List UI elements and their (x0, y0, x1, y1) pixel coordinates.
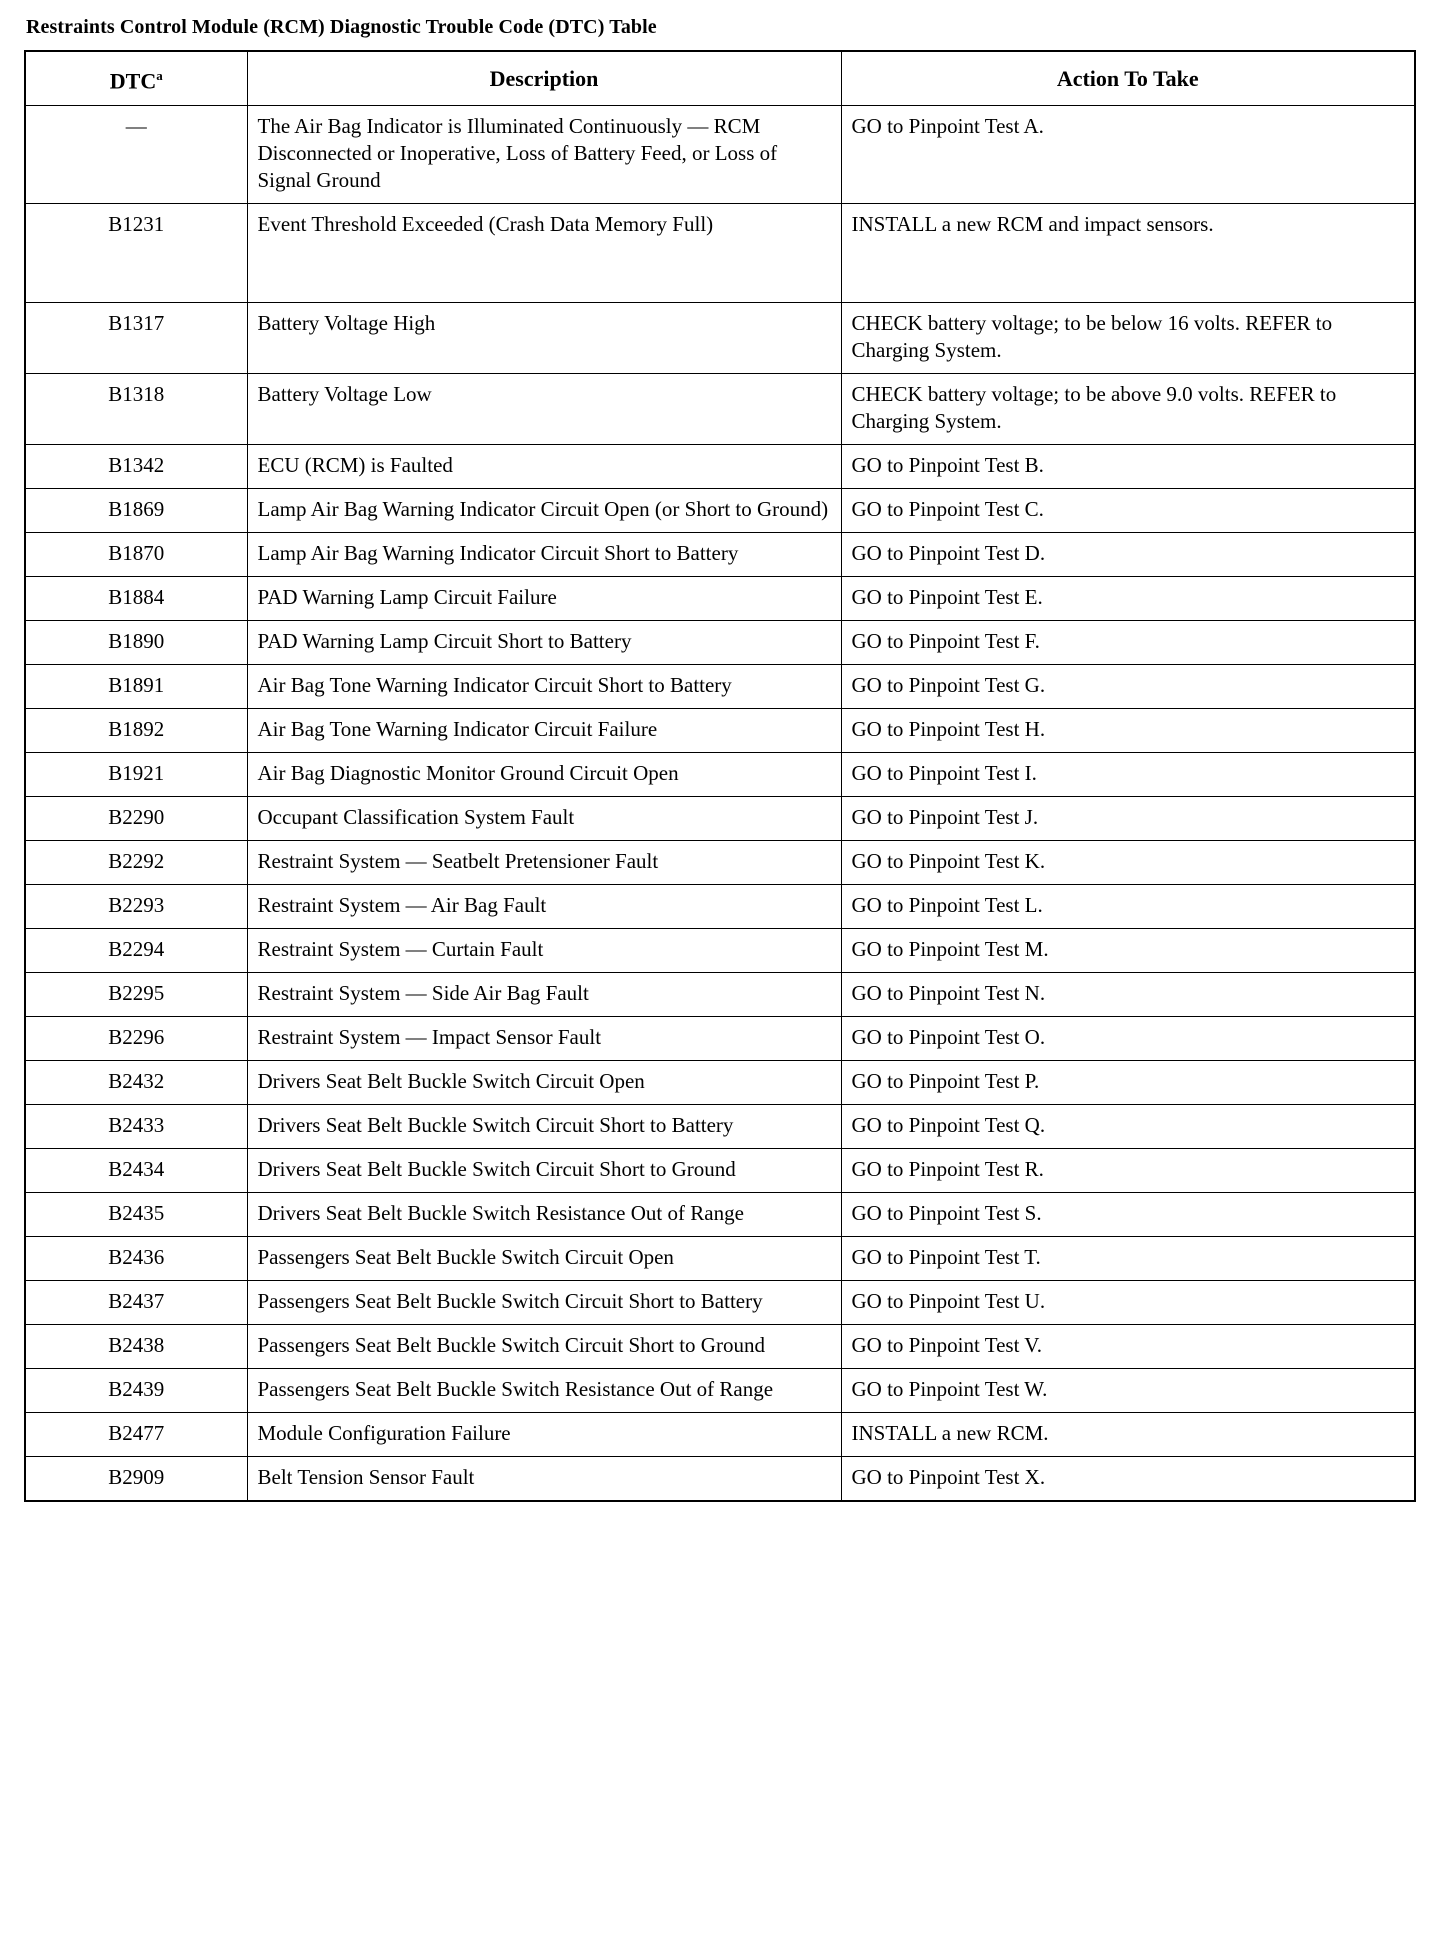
cell-description: The Air Bag Indicator is Illuminated Continuously — RCM Disconnected or Inoperative, Loss of Battery Feed, or Loss of Signal Ground (247, 106, 841, 204)
cell-dtc: B2439 (25, 1369, 247, 1413)
cell-dtc: B2436 (25, 1237, 247, 1281)
cell-action: GO to Pinpoint Test H. (841, 709, 1415, 753)
cell-dtc: B2438 (25, 1325, 247, 1369)
cell-action: GO to Pinpoint Test F. (841, 621, 1415, 665)
table-row (25, 1149, 1415, 1193)
cell-description: Event Threshold Exceeded (Crash Data Memory Full) (247, 204, 841, 303)
table-row (25, 303, 1415, 374)
cell-dtc: B1890 (25, 621, 247, 665)
table-row (25, 885, 1415, 929)
cell-action: GO to Pinpoint Test N. (841, 973, 1415, 1017)
cell-description: Battery Voltage Low (247, 374, 841, 445)
cell-action: GO to Pinpoint Test R. (841, 1149, 1415, 1193)
cell-description: Drivers Seat Belt Buckle Switch Circuit Open (247, 1061, 841, 1105)
table-row (25, 489, 1415, 533)
cell-description: Passengers Seat Belt Buckle Switch Circuit Short to Ground (247, 1325, 841, 1369)
table-header-row (25, 51, 1415, 106)
column-header-description: Description (247, 51, 841, 106)
cell-action: GO to Pinpoint Test S. (841, 1193, 1415, 1237)
cell-description: Lamp Air Bag Warning Indicator Circuit Short to Battery (247, 533, 841, 577)
table-body (25, 106, 1415, 1502)
cell-action: GO to Pinpoint Test W. (841, 1369, 1415, 1413)
cell-action: GO to Pinpoint Test O. (841, 1017, 1415, 1061)
cell-action: GO to Pinpoint Test P. (841, 1061, 1415, 1105)
cell-description: Drivers Seat Belt Buckle Switch Circuit Short to Battery (247, 1105, 841, 1149)
cell-action: GO to Pinpoint Test U. (841, 1281, 1415, 1325)
cell-dtc: B2434 (25, 1149, 247, 1193)
cell-dtc: B1892 (25, 709, 247, 753)
table-row (25, 374, 1415, 445)
table-row (25, 665, 1415, 709)
cell-action: GO to Pinpoint Test A. (841, 106, 1415, 204)
table-row (25, 1193, 1415, 1237)
cell-dtc: B2437 (25, 1281, 247, 1325)
cell-dtc: B1891 (25, 665, 247, 709)
table-row (25, 1061, 1415, 1105)
column-header-dtc (25, 51, 247, 106)
table-row (25, 1105, 1415, 1149)
table-row (25, 1281, 1415, 1325)
table-row (25, 841, 1415, 885)
cell-action: GO to Pinpoint Test M. (841, 929, 1415, 973)
cell-dtc: B2433 (25, 1105, 247, 1149)
cell-description: Air Bag Tone Warning Indicator Circuit Failure (247, 709, 841, 753)
cell-action: GO to Pinpoint Test L. (841, 885, 1415, 929)
table-row (25, 1237, 1415, 1281)
table-row (25, 1413, 1415, 1457)
table-row (25, 797, 1415, 841)
table-row (25, 929, 1415, 973)
cell-description: Passengers Seat Belt Buckle Switch Resistance Out of Range (247, 1369, 841, 1413)
table-row (25, 445, 1415, 489)
cell-action: GO to Pinpoint Test K. (841, 841, 1415, 885)
cell-action: GO to Pinpoint Test Q. (841, 1105, 1415, 1149)
cell-action: GO to Pinpoint Test G. (841, 665, 1415, 709)
column-header-dtc-footnote: a (156, 68, 163, 83)
cell-action: GO to Pinpoint Test X. (841, 1457, 1415, 1502)
cell-action: GO to Pinpoint Test I. (841, 753, 1415, 797)
table-row (25, 621, 1415, 665)
column-header-dtc-label: DTC (109, 68, 157, 94)
cell-description: Restraint System — Curtain Fault (247, 929, 841, 973)
cell-description: Restraint System — Seatbelt Pretensioner Fault (247, 841, 841, 885)
cell-description: Passengers Seat Belt Buckle Switch Circuit Short to Battery (247, 1281, 841, 1325)
table-row (25, 753, 1415, 797)
cell-description: PAD Warning Lamp Circuit Failure (247, 577, 841, 621)
cell-action: GO to Pinpoint Test C. (841, 489, 1415, 533)
cell-action: CHECK battery voltage; to be below 16 volts. REFER to Charging System. (841, 303, 1415, 374)
cell-action: INSTALL a new RCM and impact sensors. (841, 204, 1415, 303)
cell-dtc: B2909 (25, 1457, 247, 1502)
cell-dtc: B1318 (25, 374, 247, 445)
table-row (25, 1325, 1415, 1369)
dtc-table (24, 50, 1416, 1502)
cell-description: Module Configuration Failure (247, 1413, 841, 1457)
cell-dtc: — (25, 106, 247, 204)
cell-action: GO to Pinpoint Test J. (841, 797, 1415, 841)
cell-dtc: B1884 (25, 577, 247, 621)
cell-description: PAD Warning Lamp Circuit Short to Battery (247, 621, 841, 665)
cell-dtc: B1870 (25, 533, 247, 577)
cell-description: Air Bag Diagnostic Monitor Ground Circuit Open (247, 753, 841, 797)
cell-dtc: B2435 (25, 1193, 247, 1237)
cell-dtc: B2294 (25, 929, 247, 973)
cell-dtc: B1317 (25, 303, 247, 374)
cell-description: Restraint System — Impact Sensor Fault (247, 1017, 841, 1061)
table-row (25, 106, 1415, 204)
cell-dtc: B2292 (25, 841, 247, 885)
cell-dtc: B2296 (25, 1017, 247, 1061)
table-row (25, 1017, 1415, 1061)
table-row (25, 1457, 1415, 1502)
cell-description: Battery Voltage High (247, 303, 841, 374)
table-row (25, 204, 1415, 303)
cell-dtc: B2293 (25, 885, 247, 929)
cell-description: Air Bag Tone Warning Indicator Circuit Short to Battery (247, 665, 841, 709)
cell-dtc: B2477 (25, 1413, 247, 1457)
table-row (25, 577, 1415, 621)
cell-description: Occupant Classification System Fault (247, 797, 841, 841)
cell-action: GO to Pinpoint Test V. (841, 1325, 1415, 1369)
page-title: Restraints Control Module (RCM) Diagnostic Trouble Code (DTC) Table (26, 16, 657, 38)
cell-description: Passengers Seat Belt Buckle Switch Circuit Open (247, 1237, 841, 1281)
cell-dtc: B2432 (25, 1061, 247, 1105)
cell-description: Restraint System — Side Air Bag Fault (247, 973, 841, 1017)
cell-action: GO to Pinpoint Test E. (841, 577, 1415, 621)
cell-description: Drivers Seat Belt Buckle Switch Resistance Out of Range (247, 1193, 841, 1237)
cell-action: CHECK battery voltage; to be above 9.0 volts. REFER to Charging System. (841, 374, 1415, 445)
cell-action: GO to Pinpoint Test D. (841, 533, 1415, 577)
cell-description: Restraint System — Air Bag Fault (247, 885, 841, 929)
column-header-action: Action To Take (841, 51, 1415, 106)
cell-action: GO to Pinpoint Test T. (841, 1237, 1415, 1281)
cell-dtc: B1921 (25, 753, 247, 797)
cell-description: Drivers Seat Belt Buckle Switch Circuit Short to Ground (247, 1149, 841, 1193)
cell-dtc: B1869 (25, 489, 247, 533)
cell-description: Belt Tension Sensor Fault (247, 1457, 841, 1502)
table-row (25, 973, 1415, 1017)
cell-action: INSTALL a new RCM. (841, 1413, 1415, 1457)
table-header (25, 51, 1415, 106)
cell-action: GO to Pinpoint Test B. (841, 445, 1415, 489)
cell-dtc: B2290 (25, 797, 247, 841)
table-row (25, 533, 1415, 577)
cell-description: ECU (RCM) is Faulted (247, 445, 841, 489)
table-row (25, 709, 1415, 753)
cell-dtc: B1342 (25, 445, 247, 489)
table-row (25, 1369, 1415, 1413)
cell-dtc: B2295 (25, 973, 247, 1017)
cell-dtc: B1231 (25, 204, 247, 303)
cell-description: Lamp Air Bag Warning Indicator Circuit Open (or Short to Ground) (247, 489, 841, 533)
